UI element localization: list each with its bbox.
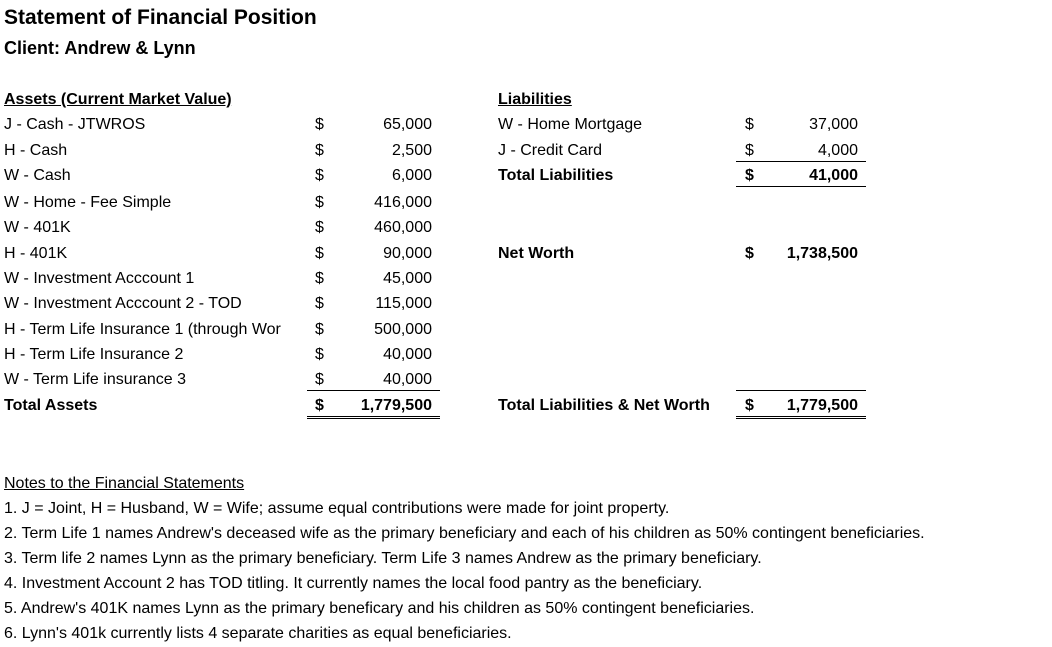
assets-header: Assets (Current Market Value) — [4, 91, 232, 108]
asset-currency: $ — [315, 245, 324, 262]
assets-total-double-rule-1 — [307, 416, 440, 417]
asset-value: 2,500 — [391, 142, 432, 159]
assets-total-top-rule — [307, 390, 440, 391]
total-liabilities-label: Total Liabilities — [498, 167, 614, 184]
liability-currency: $ — [745, 116, 754, 133]
asset-label: W - Cash — [4, 167, 71, 184]
asset-value: 40,000 — [383, 371, 432, 388]
asset-currency: $ — [315, 346, 324, 363]
liability-label: W - Home Mortgage — [498, 116, 643, 133]
asset-value: 40,000 — [383, 346, 432, 363]
asset-currency: $ — [315, 321, 324, 338]
asset-currency: $ — [315, 167, 324, 184]
total-assets-label: Total Assets — [4, 397, 98, 414]
liability-label: J - Credit Card — [498, 142, 603, 159]
asset-label: W - Investment Acccount 1 — [4, 270, 195, 287]
asset-currency: $ — [315, 142, 324, 159]
asset-value: 500,000 — [374, 321, 432, 338]
note-item: 3. Term life 2 names Lynn as the primary beneficiary. Term Life 3 names Andrew as the primary beneficiary. — [4, 550, 762, 567]
asset-value: 460,000 — [374, 219, 432, 236]
total-liab-nw-currency: $ — [745, 397, 754, 414]
asset-currency: $ — [315, 219, 324, 236]
asset-value: 90,000 — [383, 245, 432, 262]
liab-nw-double-rule-2 — [736, 418, 866, 419]
asset-label: W - Term Life insurance 3 — [4, 371, 186, 388]
asset-label: J - Cash - JTWROS — [4, 116, 146, 133]
total-assets-value: 1,779,500 — [360, 397, 432, 414]
asset-label: H - 401K — [4, 245, 68, 262]
page-title: Statement of Financial Position — [4, 6, 317, 29]
liabilities-header: Liabilities — [498, 91, 572, 108]
asset-currency: $ — [315, 116, 324, 133]
net-worth-label: Net Worth — [498, 245, 575, 262]
asset-currency: $ — [315, 194, 324, 211]
client-name: Client: Andrew & Lynn — [4, 38, 196, 58]
liab-nw-total-top-rule — [736, 390, 866, 391]
asset-value: 65,000 — [383, 116, 432, 133]
liability-value: 37,000 — [809, 116, 858, 133]
total-liabilities-value: 41,000 — [809, 167, 858, 184]
note-item: 6. Lynn's 401k currently lists 4 separate charities as equal beneficiaries. — [4, 625, 512, 642]
assets-total-double-rule-2 — [307, 418, 440, 419]
liability-value: 4,000 — [817, 142, 858, 159]
liability-currency: $ — [745, 142, 754, 159]
asset-label: H - Term Life Insurance 2 — [4, 346, 184, 363]
notes-header: Notes to the Financial Statements — [4, 475, 245, 492]
note-item: 2. Term Life 1 names Andrew's deceased wife as the primary beneficiary and each of his children as 50% contingent beneficiaries. — [4, 525, 925, 542]
asset-label: W - 401K — [4, 219, 71, 236]
note-item: 5. Andrew's 401K names Lynn as the primary beneficary and his children as 50% contingent beneficiaries. — [4, 600, 755, 617]
note-item: 4. Investment Account 2 has TOD titling. It currently names the local food pantry as the beneficiary. — [4, 575, 703, 592]
total-liab-nw-label: Total Liabilities & Net Worth — [498, 397, 710, 414]
total-liab-nw-value: 1,779,500 — [786, 397, 858, 414]
total-assets-currency: $ — [315, 397, 324, 414]
asset-value: 416,000 — [374, 194, 432, 211]
asset-value: 115,000 — [375, 295, 432, 312]
asset-currency: $ — [315, 270, 324, 287]
asset-label: H - Term Life Insurance 1 (through Wor — [4, 321, 281, 338]
liab-nw-double-rule-1 — [736, 416, 866, 417]
asset-currency: $ — [315, 295, 324, 312]
asset-label: H - Cash — [4, 142, 68, 159]
liabilities-subtotal-rule — [736, 161, 866, 162]
net-worth-value: 1,738,500 — [786, 245, 858, 262]
asset-value: 45,000 — [383, 270, 432, 287]
total-liabilities-currency: $ — [745, 167, 754, 184]
asset-label: W - Investment Acccount 2 - TOD — [4, 295, 242, 312]
asset-currency: $ — [315, 371, 324, 388]
asset-value: 6,000 — [391, 167, 432, 184]
asset-label: W - Home - Fee Simple — [4, 194, 172, 211]
liabilities-total-rule — [736, 186, 866, 187]
note-item: 1. J = Joint, H = Husband, W = Wife; assume equal contributions were made for joint property. — [4, 500, 670, 517]
net-worth-currency: $ — [745, 245, 754, 262]
